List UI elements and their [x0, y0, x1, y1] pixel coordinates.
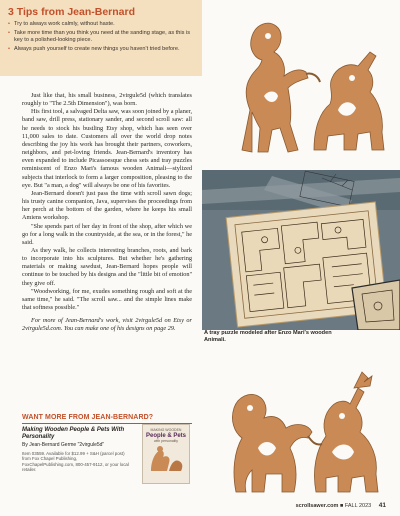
book-cover-sub: with personality: [153, 439, 179, 443]
tips-list: [8, 21, 197, 53]
promo-fine-print: Item 03559. Available for $12.99 + S&H (parcel post) from Fox Chapel Publishing, FoxChapelPublishing.com, 800-457-9112, or your local retailer.: [22, 451, 129, 473]
page-number: 41: [378, 502, 386, 509]
footer-site: scrollsawer.com: [295, 503, 339, 509]
photo-caption: A tray puzzle modeled after Enzo Mari's wooden Animali.: [204, 330, 332, 343]
article-paragraph: Just like that, his small business, 2virgule5d (which translates roughly to "The 2.5th Dimension"), was born.: [22, 92, 192, 108]
book-cover-art: [143, 443, 189, 473]
page-footer: [296, 502, 386, 509]
footer-issue: FALL 2023: [344, 503, 372, 509]
article-paragraph: His first tool, a salvaged Delta saw, was soon joined by a planer, band saw, drill press, stationary sander, and second scroll saw: all he needs to stock his bustling Etsy shop, which has seen over 11,000 sales to date. Customers all over the world drop notes describing the joy his work has brought their partners, coworkers, neighbors, and pet-loving friends. Jean-Bernard's inventory has even expanded to include Picassoesque chess sets and tray puzzles reminiscent of Enzo Mari's famous wooden Animali—stylized subjects that interlock to form a larger composition, pleasing to the eye. But "a man, a dog" will always be one of his favorites.: [22, 108, 192, 189]
tip-item: • Try to always work calmly, without haste.: [8, 21, 197, 28]
footer-separator: ■: [339, 503, 345, 509]
tips-title: 3 Tips from Jean-Bernard: [8, 6, 136, 18]
book-cover-top: MAKING WOODEN: [150, 428, 182, 432]
tip-item: • Always push yourself to create new things you haven't tried before.: [8, 46, 197, 53]
article-paragraph: As they walk, he collects interesting branches, roots, and bark to incorporate into his sculptures. But whether he's gathering materials or making sawdust, Jean-Bernard hopes people will continue to be touched by his designs and the "little bit of emotion" they give off.: [22, 246, 192, 287]
promo-author: By Jean-Bernard Germe "2virgule5d": [22, 442, 105, 448]
sculpture-photo-person-dog: [202, 0, 400, 168]
article-paragraph: "Woodworking, for me, exudes something rough and soft at the same time," he said. "The scroll saw... and the simple lines make that softness possible.": [22, 287, 192, 312]
article-paragraph: Jean-Bernard doesn't just pass the time with scroll sawn dogs; his trusty canine companion, Java, supervises the proceedings from her perch at the bottom of the garden, where he keeps his small Amiens workshop.: [22, 189, 192, 222]
book-cover-image: [142, 424, 190, 484]
promo-heading: WANT MORE FROM JEAN-BERNARD?: [22, 414, 154, 421]
article-paragraph: "She spends part of her day in front of the shop, after which we go for a long walk in the countryside, at the sea, or in the forest," he said.: [22, 222, 192, 246]
tip-item: • Take more time than you think you need at the sanding stage, as this is key to a polished-looking piece.: [8, 30, 197, 44]
promo-box: [22, 414, 192, 486]
article-body: [22, 92, 192, 334]
book-cover-title: People & Pets: [145, 433, 186, 439]
sculpture-photo-figures: [212, 352, 400, 500]
tray-puzzle-photo: [202, 170, 400, 338]
tips-box: [0, 0, 205, 76]
promo-book-title: Making Wooden People & Pets With Personality: [22, 427, 125, 440]
article-closing: For more of Jean-Bernard's work, visit 2virgule5d on Etsy or 2virgule5d.com. You can make one of his designs on page 29.: [22, 317, 192, 333]
